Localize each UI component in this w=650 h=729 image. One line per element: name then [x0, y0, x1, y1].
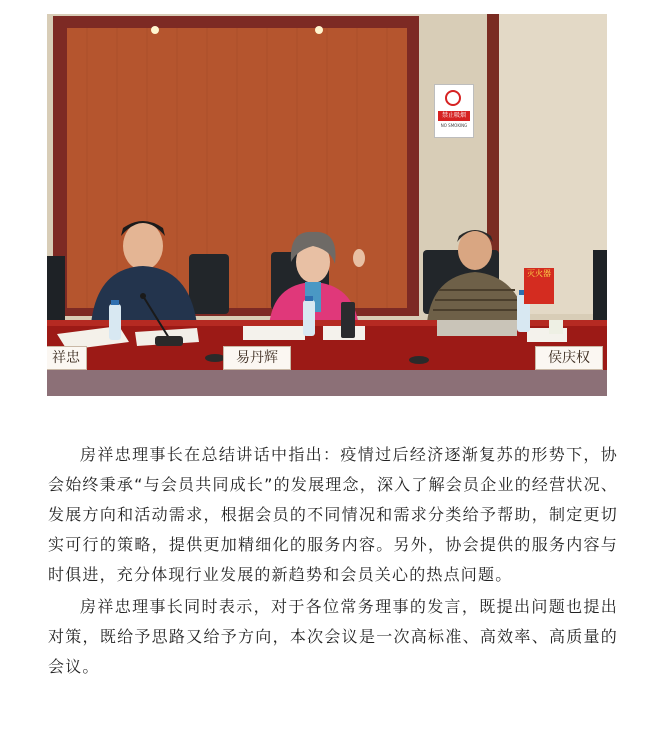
nameplate-right: 侯庆权 [535, 346, 603, 370]
fire-extinguisher-box: 灭火器 [524, 268, 554, 304]
nameplate-left: 祥忠 [47, 346, 87, 370]
no-smoking-sign [434, 84, 474, 138]
nameplate-center: 易丹辉 [223, 346, 291, 370]
meeting-scene [47, 14, 607, 396]
no-smoking-subtitle: NO SMOKING [440, 123, 468, 128]
no-smoking-label: 禁止吸烟 [438, 111, 470, 121]
meeting-photo [47, 14, 607, 396]
article-paragraph-1: 房祥忠理事长在总结讲话中指出：疫情过后经济逐渐复苏的形势下，协会始终秉承“与会员共同成长”的发展理念，深入了解会员企业的经营状况、发展方向和活动需求，根据会员的不同情况和需求分类给予帮助，制定更切实可行的策略，提供更加精细化的服务内容。另外，协会提供的服务内容与时俱进，充分体现行业发展的新趋势和会员关心的热点问题。 [48, 445, 618, 584]
article-body [48, 440, 618, 684]
article-paragraph-2: 房祥忠理事长同时表示，对于各位常务理事的发言，既提出问题也提出对策，既给予思路又给予方向，本次会议是一次高标准、高效率、高质量的会议。 [48, 597, 618, 676]
no-smoking-icon [445, 90, 461, 106]
